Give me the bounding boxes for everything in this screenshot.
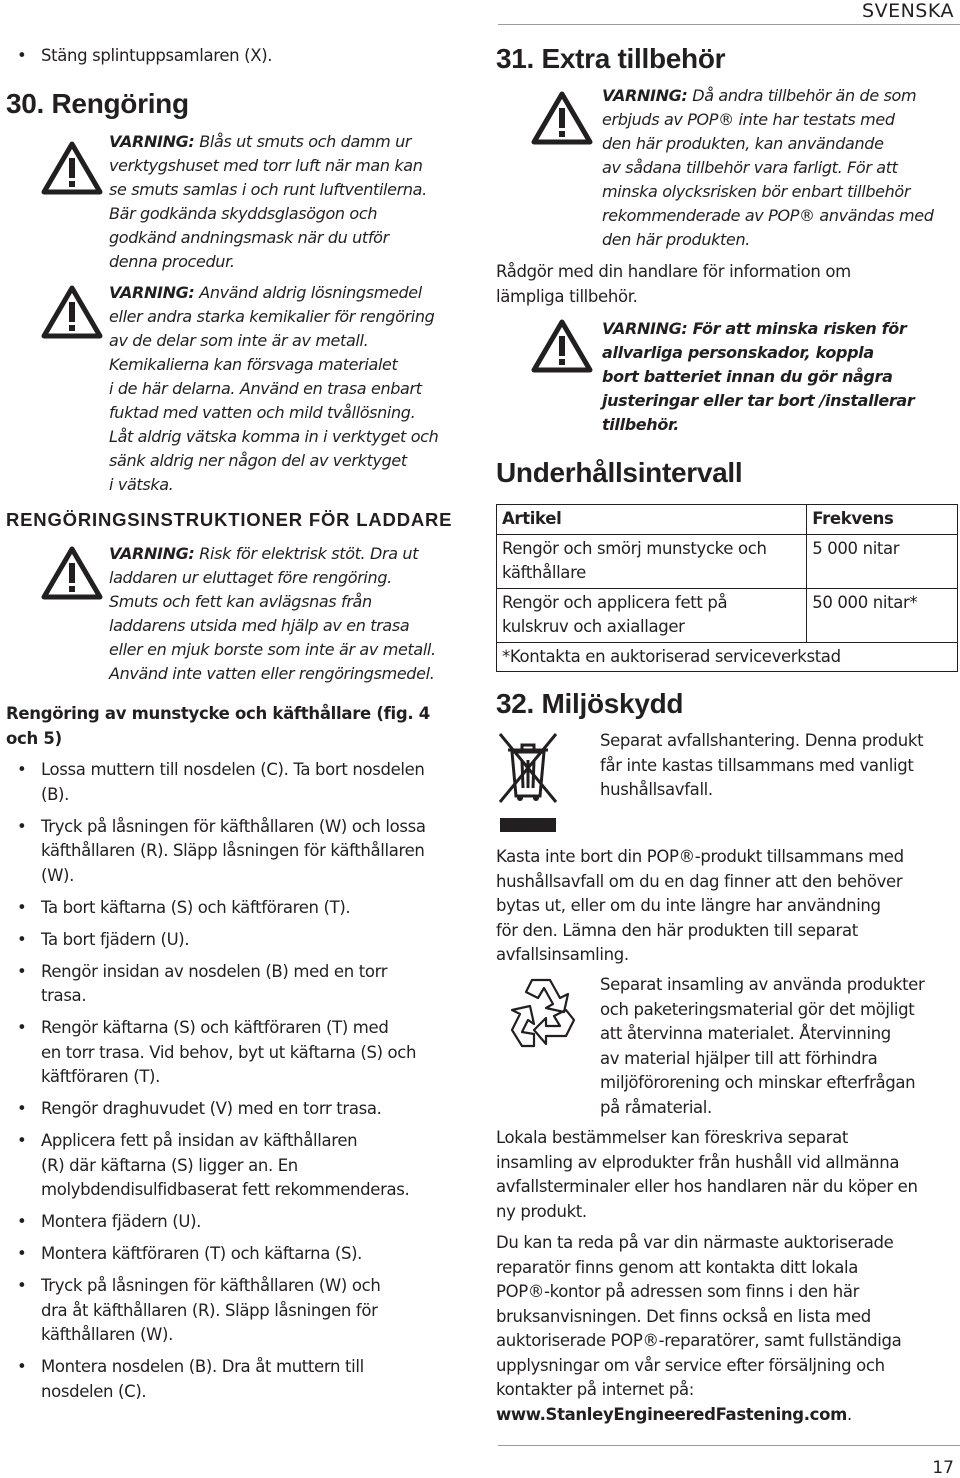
paragraph-line: Lokala bestämmelser kan föreskriva separat <box>496 1128 848 1147</box>
list-item-line: käfthållaren (R). Släpp låsningen för käfthållaren <box>41 841 425 860</box>
recycle-line: av material hjälper till att förhindra <box>600 1048 878 1068</box>
list-item-line: dra åt käfthållaren (R). Släpp låsningen för <box>41 1300 378 1320</box>
warning-2-line: eller andra starka kemikalier för rengöring <box>109 307 435 326</box>
weee-text <box>600 729 960 803</box>
list-item-line: molybdendisulfidbaserat fett rekommenderas. <box>41 1180 410 1199</box>
warning-1-line: denna procedur. <box>109 252 235 271</box>
paragraph-line: reparatör finns genom att kontakta ditt lokala <box>496 1257 858 1277</box>
recycle-icon <box>498 972 584 1054</box>
nozzle-heading-line: Rengöring av munstycke och käfthållare (fig. 4 <box>6 704 430 723</box>
charger-warning-line: Risk för elektrisk stöt. Dra ut <box>199 544 419 563</box>
header-cell-article: Artikel <box>497 505 807 535</box>
list-item-line: en torr trasa. Vid behov, byt ut käftarna (S) och <box>41 1042 417 1062</box>
list-item-line: (R) där käftarna (S) ligger an. En <box>41 1155 298 1175</box>
paragraph-line: kontakter på internet på: <box>496 1380 695 1399</box>
charger-warning-line: laddarens utsida med hjälp av en trasa <box>109 616 410 635</box>
website-link[interactable]: www.StanleyEngineeredFastening.com <box>496 1404 847 1424</box>
section-32-title: 32. Miljöskydd <box>496 688 684 719</box>
list-item-line: Lossa muttern till nosdelen (C). Ta bort nosdelen <box>41 760 425 779</box>
warning-triangle-icon <box>40 545 104 601</box>
local-regulations-paragraph <box>496 1126 958 1224</box>
accessories-warning-line: erbjuds av POP® inte har testats med <box>602 110 895 129</box>
accessories-warning-line: minska olycksrisken bör enbart tillbehör <box>602 182 911 201</box>
weee-line: hushållsavfall. <box>600 780 713 799</box>
table-header-row <box>497 505 958 535</box>
table-cell-item <box>497 588 807 642</box>
paragraph-line: för den. Lämna den här produkten till separat <box>496 920 858 940</box>
charger-warning-line: laddaren ur eluttaget före rengöring. <box>109 568 392 587</box>
nozzle-cleaning-heading <box>6 702 466 751</box>
accessories-warning-text <box>602 84 960 252</box>
paragraph-line: upplysningar om vår service efter försäljning och <box>496 1355 885 1375</box>
table-row <box>497 534 958 588</box>
warning-triangle-icon <box>40 284 104 340</box>
paragraph-line: hushållsavfall om du en dag finner att den behöver <box>496 871 903 891</box>
list-item: • Applicera fett på insidan av käfthållaren (R) där käftarna (S) ligger an. En molybdendisulfidbaserat fett rekommenderas. <box>6 1129 468 1203</box>
paragraph-line: Du kan ta reda på var din närmaste auktoriserade <box>496 1233 894 1252</box>
section-31-title: 31. Extra tillbehör <box>496 43 726 74</box>
accessories-warning-line: den här produkten. <box>602 230 750 249</box>
recycle-line: och paketeringsmaterial gör det möjligt <box>600 999 915 1019</box>
page-number: 17 <box>932 1458 954 1478</box>
list-item-line: Ta bort käftarna (S) och käftföraren (T). <box>41 897 351 917</box>
warning-2-line: fuktad med vatten och mild tvållösning. <box>109 403 416 422</box>
weee-line: får inte kastas tillsammans med vanligt <box>600 755 914 775</box>
list-item-line: Tryck på låsningen för käfthållaren (W) och lossa <box>41 816 426 836</box>
list-item-line: nosdelen (C). <box>41 1381 147 1401</box>
service-paragraph <box>496 1231 958 1427</box>
paragraph-line: bruksanvisningen. Det finns också en lista med <box>496 1306 871 1326</box>
warning-2-line: Kemikalierna kan försvaga materialet <box>109 355 398 374</box>
top-bullet-text: Stäng splintuppsamlaren (X). <box>41 46 273 65</box>
cell-line: kulskruv och axiallager <box>502 617 685 636</box>
list-item: • Ta bort käftarna (S) och käftföraren (T). <box>6 896 468 921</box>
nozzle-heading-line: och 5) <box>6 728 62 748</box>
list-item: • Tryck på låsningen för käfthållaren (W) och dra åt käfthållaren (R). Släpp låsningen för käfthållaren (W). <box>6 1274 468 1348</box>
list-item-line: Montera käftföraren (T) och käftarna (S). <box>41 1244 363 1263</box>
table-footnote: *Kontakta en auktoriserad serviceverkstad <box>497 642 958 672</box>
list-item: • Montera käftföraren (T) och käftarna (S). <box>6 1242 468 1267</box>
footer-rule <box>498 1445 960 1446</box>
header-rule <box>498 24 960 25</box>
battery-warning-text <box>602 317 960 437</box>
warning-1-line: verktygshuset med torr luft när man kan <box>109 156 423 175</box>
website-period: . <box>846 1404 852 1424</box>
recycle-line: på råmaterial. <box>600 1097 712 1117</box>
table-footnote-row <box>497 642 958 672</box>
table-cell-frequency: 5 000 nitar <box>807 534 958 588</box>
advice-line: Rådgör med din handlare för information om <box>496 262 851 281</box>
list-item: • Rengör insidan av nosdelen (B) med en torr trasa. <box>6 960 468 1009</box>
warning-2-line: i de här delarna. Använd en trasa enbart <box>109 379 422 398</box>
table-cell-frequency: 50 000 nitar* <box>807 588 958 642</box>
recycle-text <box>600 973 960 1120</box>
table-cell-item <box>497 534 807 588</box>
weee-line: Separat avfallshantering. Denna produkt <box>600 731 924 750</box>
paragraph-line: avfallsinsamling. <box>496 945 629 964</box>
warning-triangle-icon <box>40 140 104 196</box>
table-row <box>497 588 958 642</box>
charger-warning-line: Använd inte vatten eller rengöringsmedel. <box>109 664 435 683</box>
list-item-line: Rengör käftarna (S) och käftföraren (T) med <box>41 1018 389 1037</box>
accessories-warning-line: den här produkten, kan användande <box>602 134 884 153</box>
list-item: • Montera fjädern (U). <box>6 1210 468 1235</box>
warning-1-line: godkänd andningsmask när du utför <box>109 228 389 247</box>
maintenance-table <box>496 504 958 672</box>
paragraph-line: bytas ut, eller om du inte längre har användning <box>496 896 881 915</box>
charger-warning-line: eller en mjuk borste som inte är av metall. <box>109 640 436 659</box>
charger-warning-label: VARNING: <box>109 544 195 563</box>
warning-1-text <box>109 130 469 274</box>
list-item-line: Applicera fett på insidan av käfthållaren <box>41 1131 358 1150</box>
battery-warning-line: justeringar eller tar bort /installerar <box>602 391 915 410</box>
battery-warning-line: allvarliga personskador, koppla <box>602 343 874 362</box>
list-item: • Rengör draghuvudet (V) med en torr trasa. <box>6 1097 468 1122</box>
accessories-advice <box>496 260 958 309</box>
warning-triangle-icon <box>530 90 594 146</box>
list-item-line: (B). <box>41 784 70 804</box>
accessories-warning-line: av sådana tillbehör vara farligt. För att <box>602 158 898 177</box>
paragraph-line: Kasta inte bort din POP®-produkt tillsammans med <box>496 847 904 866</box>
list-item-line: Ta bort fjädern (U). <box>41 929 190 949</box>
paragraph-line: insamling av elprodukter från hushåll vid allmänna <box>496 1152 900 1172</box>
warning-1-line: se smuts samlas i och runt luftventilerna. <box>109 180 427 199</box>
advice-line: lämpliga tillbehör. <box>496 286 638 306</box>
charger-cleaning-heading: RENGÖRINGSINSTRUKTIONER FÖR LADDARE <box>6 509 453 530</box>
accessories-warning-label: VARNING: <box>602 86 688 105</box>
list-item: • Lossa muttern till nosdelen (C). Ta bort nosdelen (B). <box>6 758 468 807</box>
list-item-line: (W). <box>41 865 75 885</box>
accessories-warning-line: rekommenderade av POP® användas med <box>602 206 934 225</box>
maintenance-title: Underhållsintervall <box>496 457 743 488</box>
nozzle-steps-list <box>6 758 468 1412</box>
list-item-line: Rengör draghuvudet (V) med en torr trasa. <box>41 1099 382 1118</box>
paragraph-line: auktoriserade POP®-reparatörer, samt fullständiga <box>496 1331 902 1350</box>
list-item-line: käftföraren (T). <box>41 1067 161 1086</box>
language-label: SVENSKA <box>862 0 954 22</box>
list-item: • Rengör käftarna (S) och käftföraren (T) med en torr trasa. Vid behov, byt ut käftarna (S) och käftföraren (T). <box>6 1016 468 1090</box>
recycle-line: Separat insamling av använda produkter <box>600 975 925 994</box>
accessories-warning-line: Då andra tillbehör än de som <box>692 86 917 105</box>
recycle-line: miljöförorening och minskar efterfrågan <box>600 1073 916 1092</box>
section-30-title: 30. Rengöring <box>6 88 189 119</box>
battery-warning-line: tillbehör. <box>602 415 679 434</box>
header-cell-frequency: Frekvens <box>807 505 958 535</box>
warning-2-line: av de delar som inte är av metall. <box>109 331 369 350</box>
list-item-line: käfthållaren (W). <box>41 1325 173 1344</box>
list-item-line: Tryck på låsningen för käfthållaren (W) och <box>41 1276 381 1295</box>
warning-triangle-icon <box>530 318 594 374</box>
list-item: • Montera nosdelen (B). Dra åt muttern till nosdelen (C). <box>6 1355 468 1404</box>
battery-warning-line: VARNING: För att minska risken för <box>602 319 907 338</box>
charger-warning-text <box>109 542 471 686</box>
charger-warning-line: Smuts och fett kan avlägsnas från <box>109 592 372 611</box>
warning-2-text <box>109 281 469 497</box>
warning-1-line: Bär godkända skyddsglasögon och <box>109 204 378 223</box>
recycle-line: att återvinna materialet. Återvinning <box>600 1024 891 1043</box>
cell-line: Rengör och smörj munstycke och <box>502 538 767 558</box>
top-bullet: • Stäng splintuppsamlaren (X). <box>6 44 466 69</box>
list-item-line: Montera fjädern (U). <box>41 1212 202 1231</box>
paragraph-line: avfallsterminaler eller hos handlaren när du köper en <box>496 1177 918 1196</box>
warning-2-line: Låt aldrig vätska komma in i verktyget och <box>109 427 439 446</box>
list-item-line: Montera nosdelen (B). Dra åt muttern till <box>41 1357 364 1376</box>
cell-line: käfthållare <box>502 563 586 582</box>
warning-2-line: i vätska. <box>109 475 174 494</box>
list-item: • Ta bort fjädern (U). <box>6 928 468 953</box>
cell-line: Rengör och applicera fett på <box>502 592 728 612</box>
battery-warning-line: bort batteriet innan du gör några <box>602 367 893 386</box>
list-item-line: Rengör insidan av nosdelen (B) med en torr <box>41 961 388 981</box>
warning-1-line: Blås ut smuts och damm ur <box>199 132 412 151</box>
disposal-paragraph <box>496 845 958 968</box>
crossed-out-bin-icon <box>496 730 560 834</box>
list-item-line: trasa. <box>41 986 87 1005</box>
paragraph-line: POP®-kontor på adressen som finns i den här <box>496 1282 860 1301</box>
paragraph-line: ny produkt. <box>496 1201 587 1221</box>
warning-1-label: VARNING: <box>109 132 195 151</box>
warning-2-label: VARNING: <box>109 283 195 302</box>
warning-2-line: Använd aldrig lösningsmedel <box>199 283 422 302</box>
list-item: • Tryck på låsningen för käfthållaren (W) och lossa käfthållaren (R). Släpp låsningen för käfthållaren (W). <box>6 815 468 889</box>
warning-2-line: sänk aldrig ner någon del av verktyget <box>109 451 407 470</box>
